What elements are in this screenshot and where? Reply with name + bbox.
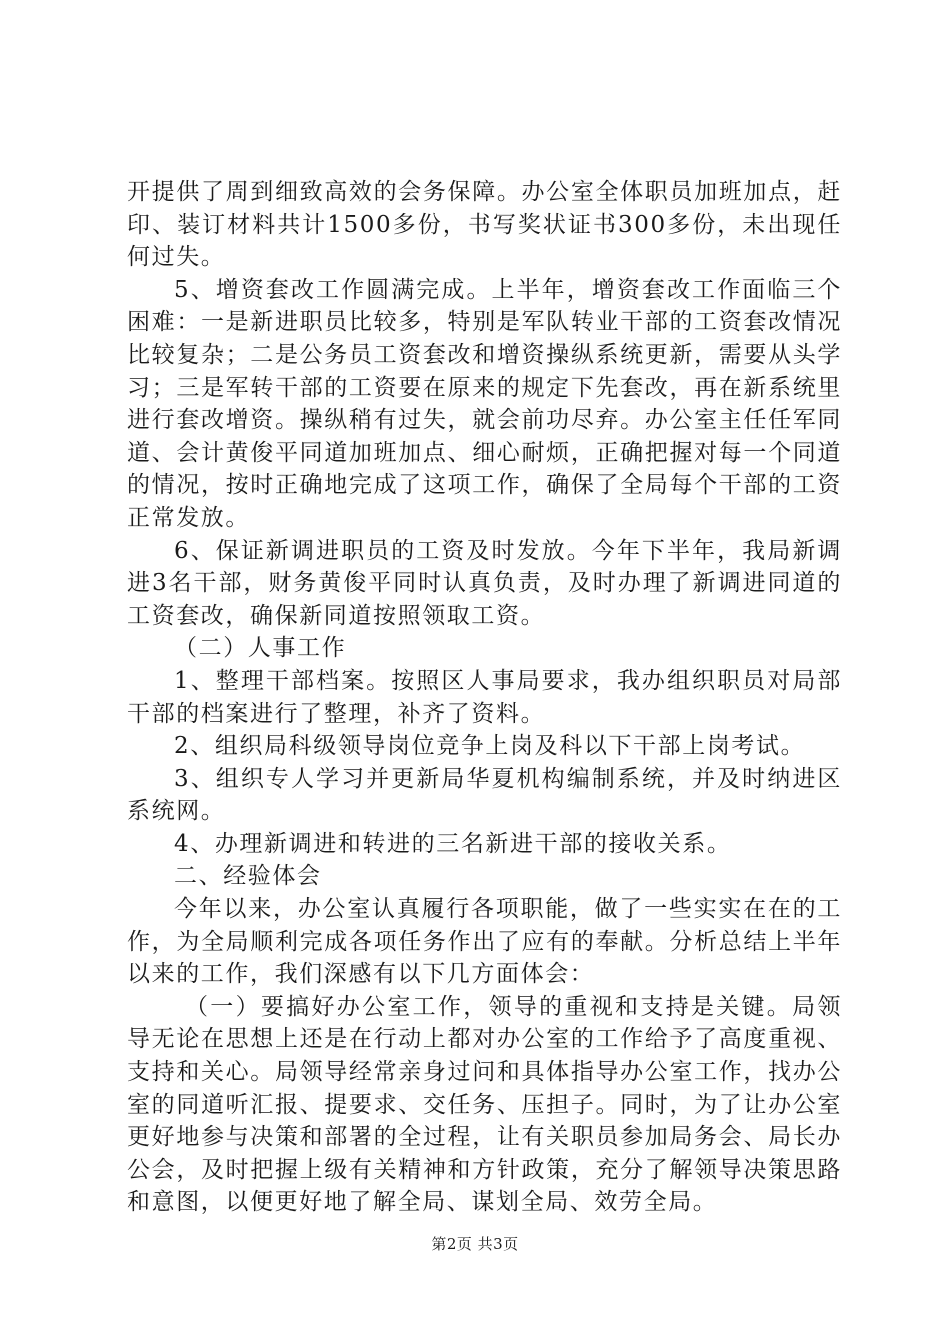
paragraph-conference-support: 开提供了周到细致高效的会务保障。办公室全体职员加班加点，赶印、装订材料共计1500多份，书写奖状证书300多份，未出现任何过失。: [127, 179, 842, 271]
section-heading-experience: 二、经验体会: [174, 863, 322, 890]
paragraph-experience-intro: 今年以来，办公室认真履行各项职能，做了一些实实在在的工作，为全局顺利完成各项任务作出了应有的奉献。分析总结上半年以来的工作，我们深感有以下几方面体会：: [127, 896, 842, 988]
section-heading-personnel: （二）人事工作: [174, 635, 347, 662]
paragraph-salary-reform: 5、增资套改工作圆满完成。上半年，增资套改工作面临三个困难：一是新进职员比较多，特别是军队转业干部的工资套改情况比较复杂；二是公务员工资套改和增资操纵系统更新，需要从头学习；三是军转干部的工资要在原来的规定下先套改，再在新系统里进行套改增资。操纵稍有过失，就会前功尽弃。办公室主任任军同道、会计黄俊平同道加班加点、细心耐烦，正确把握对每一个同道的情况，按时正确地完成了这项工作，确保了全局每个干部的工资正常发放。: [127, 276, 842, 531]
paragraph-competition: 2、组织局科级领导岗位竞争上岗及科以下干部上岗考试。: [174, 733, 806, 760]
paragraph-leadership-support: （一）要搞好办公室工作，领导的重视和支持是关键。局领导无论在思想上还是在行动上都对办公室的工作给予了高度重视、支持和关心。局领导经常亲身过问和具体指导办公室工作，找办公室的同道听汇报、提要求、交任务、压担子。同时，为了让办公室更好地参与决策和部署的全过程，让有关职员参加局务会、局长办公会，及时把握上级有关精神和方针政策，充分了解领导决策思路和意图，以便更好地了解全局、谋划全局、效劳全局。: [127, 993, 842, 1216]
paragraph-org-system: 3、组织专人学习并更新局华夏机构编制系统，并及时纳进区系统网。: [127, 765, 842, 825]
paragraph-archives: 1、整理干部档案。按照区人事局要求，我办组织职员对局部干部的档案进行了整理，补齐了资料。: [127, 667, 842, 727]
paragraph-transfer: 4、办理新调进和转进的三名新进干部的接收关系。: [174, 830, 732, 857]
paragraph-new-staff-salary: 6、保证新调进职员的工资及时发放。今年下半年，我局新调进3名干部，财务黄俊平同时认真负责，及时办理了新调进同道的工资套改，确保新同道按照领取工资。: [127, 537, 842, 629]
page-number-footer: 第2页 共3页: [431, 1235, 519, 1253]
document-body: [127, 176, 842, 1219]
